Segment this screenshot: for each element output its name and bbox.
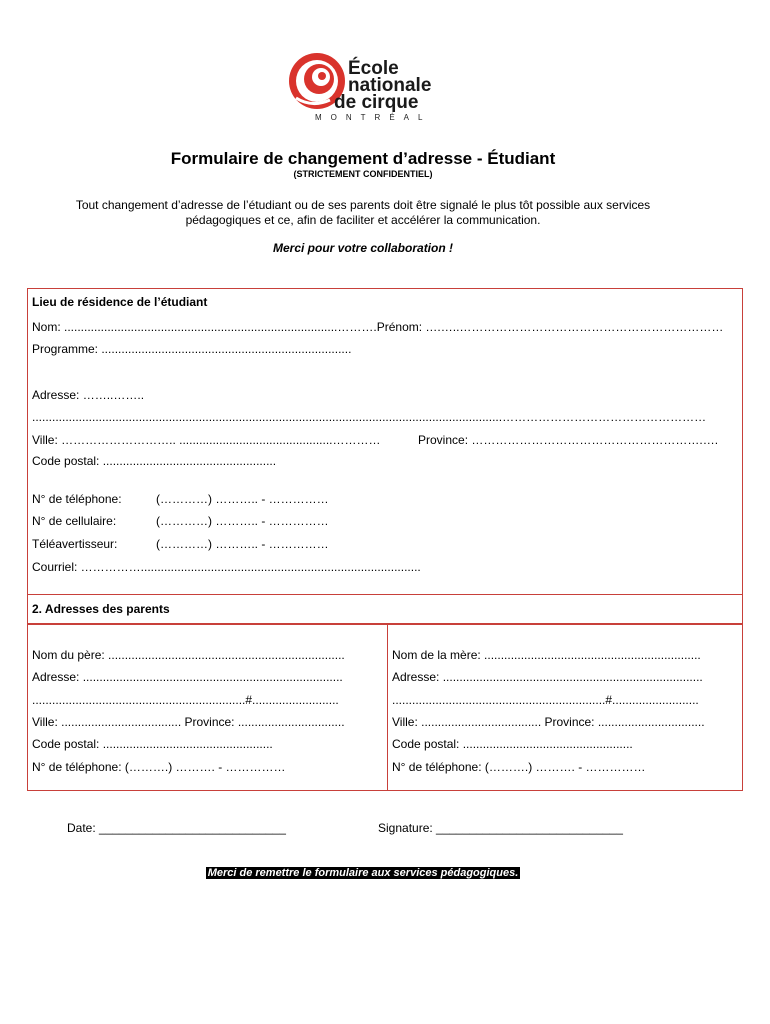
- student-address-line[interactable]: .............................................................................................................................................……………………………………………: [32, 410, 707, 424]
- logo-line-1: École: [348, 58, 399, 79]
- student-phone-label: N° de téléphone:: [32, 492, 122, 506]
- father-phone-field[interactable]: N° de téléphone: (……….) ………. - ……………: [32, 760, 286, 774]
- signature-field[interactable]: Signature: ____________________________: [378, 821, 623, 835]
- final-note-wrap: [0, 863, 726, 881]
- parents-section-heading: 2. Adresses des parents: [32, 602, 170, 616]
- student-city-field[interactable]: Ville: ……………………….. ..............................................…………: [32, 433, 381, 447]
- student-pager-field[interactable]: (…………) ……….. - ……………: [156, 537, 329, 551]
- student-province-field[interactable]: Province: ………………………………………………….….: [418, 433, 719, 447]
- student-email-field[interactable]: Courriel: ……………....................................................................................: [32, 560, 421, 574]
- logo-line-3: de cirque: [334, 92, 419, 113]
- mother-address-field[interactable]: Adresse: ..............................................................................: [392, 670, 703, 684]
- father-city-province-field[interactable]: Ville: .................................... Province: ................................: [32, 715, 345, 729]
- confidential-note: (STRICTEMENT CONFIDENTIEL): [293, 169, 433, 179]
- student-cell-label: N° de cellulaire:: [32, 514, 117, 528]
- parents-column-divider: [387, 623, 388, 790]
- father-postal-code-field[interactable]: Code postal: ...................................................: [32, 737, 273, 751]
- section-divider: [27, 594, 742, 595]
- student-postal-code-field[interactable]: Code postal: ....................................................: [32, 454, 277, 468]
- mother-city-province-field[interactable]: Ville: .................................... Province: ................................: [392, 715, 705, 729]
- logo-city: MONTRÉAL: [315, 113, 432, 122]
- student-section-heading: Lieu de résidence de l’étudiant: [32, 295, 208, 309]
- student-name-field[interactable]: Nom: ..................................................................................……….Prénom: ….…..…………………………………………………………: [32, 320, 724, 334]
- mother-phone-field[interactable]: N° de téléphone: (……….) ………. - ……………: [392, 760, 646, 774]
- student-phone-field[interactable]: (…………) ……….. - ……………: [156, 492, 329, 506]
- father-address-line[interactable]: ................................................................#..........................: [32, 693, 339, 707]
- program-field[interactable]: Programme: ...........................................................................: [32, 342, 352, 356]
- thanks-line: Merci pour votre collaboration !: [272, 241, 454, 255]
- student-address-field[interactable]: Adresse: ……..……..: [32, 388, 145, 402]
- school-logo: [286, 50, 446, 125]
- date-field[interactable]: Date: ____________________________: [67, 821, 286, 835]
- student-cell-field[interactable]: (…………) ……….. - ……………: [156, 514, 329, 528]
- mother-address-line[interactable]: ................................................................#..........................: [392, 693, 699, 707]
- page-title: Formulaire de changement d’adresse - Étudiant: [170, 149, 556, 168]
- mother-postal-code-field[interactable]: Code postal: ...................................................: [392, 737, 633, 751]
- mother-name-field[interactable]: Nom de la mère: .................................................................: [392, 648, 701, 662]
- student-pager-label: Téléavertisseur:: [32, 537, 118, 551]
- father-name-field[interactable]: Nom du père: .......................................................................: [32, 648, 345, 662]
- intro-paragraph: Tout changement d’adresse de l’étudiant ou de ses parents doit être signalé le plus tôt possible aux services pédagogiques et ce, afin de faciliter et accélérer la communication.: [75, 198, 651, 227]
- father-address-field[interactable]: Adresse: ..............................................................................: [32, 670, 343, 684]
- logo-line-2: nationale: [348, 75, 432, 96]
- final-note: Merci de remettre le formulaire aux services pédagogiques.: [207, 867, 519, 879]
